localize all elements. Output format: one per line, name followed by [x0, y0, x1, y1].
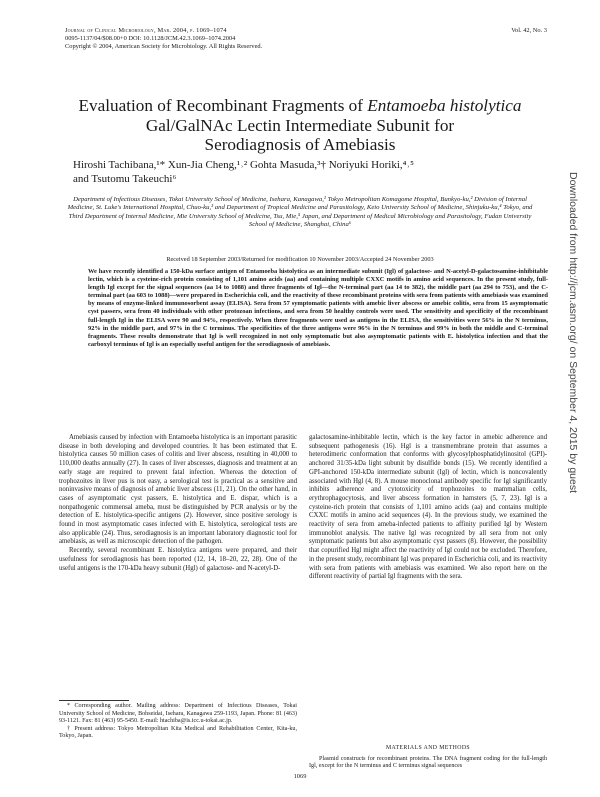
section-heading: MATERIALS AND METHODS	[385, 745, 471, 751]
title-line2: Gal/GalNAc Lectin Intermediate Subunit for	[145, 115, 455, 135]
body-paragraph: galactosamine-inhibitable lectin, which is the key factor in amebic adherence and subsequent pathogenesis (16). Hgl is a transmembrane protein that assumes a heterodimeric conformation that conforms with glycosylphosphatidylinositol (GPI)-anchored 31/35-kDa light subunit by disulfide bonds (15). We recently identified a GPI-anchored 150-kDa intermediate subunit (Igl) of lectin, which is noncovalently associated with Hgl (4, 8). A mouse monoclonal antibody specific for Igl significantly inhibits adherence and cytotoxicity of trophozoites to mammalian cells, erythrophagocytosis, and liver abscess formation in hamsters (5, 7, 23). Igl is a cysteine-rich protein that consists of 1,101 amino acids (aa) and contains multiple CXXC motifs in amino acid sequences (4). In the previous study, we examined the reactivity of sera from ameba-infected patients to affinity purified Igl by Western immunoblot analysis. The native Igl was recognized by all sera from not only symptomatic patients but also asymptomatic cyst passers (8). However, the possibility that copurified Hgl might affect the reactivity of Igl could not be excluded. Therefore, in the present study, recombinant Igl was prepared in Escherichia coli, and its reactivity with sera from patients with amebiasis was examined. We also report here on the different reactivity of partial Igl fragments with the sera.	[309, 434, 547, 581]
methods-text	[309, 756, 547, 771]
abstract: We have recently identified a 150-kDa surface antigen of Entamoeba histolytica as an intermediate subunit (Igl) of galactose- and N-acetyl-D-galactosamine-inhibitable lectin, which is a cysteine-rich protein consisting of 1,101 amino acids (aa) and containing multiple CXXC motifs in amino acid sequences. In the present study, full-length Igl except for the signal sequences (aa 14 to 1088) and three fragments of Igl—the N-terminal part (aa 14 to 382), the middle part (aa 294 to 753), and the C-terminal part (aa 603 to 1088)—were prepared in Escherichia coli, and the reactivity of these recombinant proteins with sera from patients with amebiasis was examined by means of enzyme-linked immunosorbent assay (ELISA). Sera from 57 symptomatic patients with amebic liver abscess or amebic colitis, sera from 15 asymptomatic cyst passers, sera from 40 individuals with other protozoan infections, and sera from 50 healthy controls were used. The sensitivity and specificity of the recombinant full-length Igl in the ELISA were 90 and 94%, respectively. When three fragments were used as antigens in the ELISA, the sensitivities were 56% in the N terminus, 92% in the middle part, and 97% in the C terminus. The specificities of the three antigens were 96% in the N terminus and 99% in both the middle and C-terminal fragments. These results demonstrate that Igl is well recognized in not only symptomatic but also asymptomatic patients with E. histolytica infection and that the carboxyl terminus of Igl is an especially useful antigen for the serodiagnosis of amebiasis.	[88, 268, 548, 348]
authors-line1: Hiroshi Tachibana,¹* Xun-Jia Cheng,¹˒² Gohta Masuda,³† Noriyuki Horiki,⁴˒⁵	[73, 159, 414, 171]
journal-citation: Journal of Clinical Microbiology, Mar. 2004, p. 1069–1074	[65, 27, 227, 34]
article-title	[60, 96, 540, 155]
copyright-line: Copyright © 2004, American Society for Microbiology. All Rights Reserved.	[65, 43, 263, 51]
issn-doi-line: 0095-1137/04/$08.00+0 DOI: 10.1128/JCM.42.3.1069–1074.2004	[65, 35, 236, 43]
title-line1-text: Evaluation of Recombinant Fragments of	[78, 96, 368, 115]
body-column-right	[309, 434, 547, 582]
volume-issue: Vol. 42, No. 3	[511, 27, 547, 34]
received-dates: Received 18 September 2003/Returned for modification 10 November 2003/Accepted 24 November 2003	[166, 256, 434, 263]
body-paragraph: Recently, several recombinant E. histolytica antigens were prepared, and their usefulness for serodiagnosis has been reported (12, 14, 18–20, 22, 28). One of the useful antigens is the 170-kDa heavy subunit (Hgl) of galactose- and N-acetyl-D-	[59, 547, 297, 572]
page-number: 1069	[293, 773, 307, 780]
footnote-divider	[59, 700, 129, 701]
methods-paragraph: Plasmid constructs for recombinant proteins. The DNA fragment coding for the full-length Igl, except for the N terminus and C terminus signal sequences	[309, 756, 547, 770]
title-line3: Serodiagnosis of Amebiasis	[204, 135, 396, 155]
affiliations: Department of Infectious Diseases, Tokai University School of Medicine, Isehara, Kanagawa,¹ Tokyo Metropolitan Komagome Hospital, Bunkyo-ku,² Division of Internal Medicine, St. Luke's International Hospital, Chuo-ku,³ and Department of Tropical Medicine and Parasitology, Keio University School of Medicine, Shinjuku-ku,⁴ Tokyo, and Third Department of Internal Medicine, Mie University School of Medicine, Tsu, Mie,⁵ Japan, and Department of Medical Microbiology and Parasitology, Fudan University School of Medicine, Shanghai, China⁶	[67, 196, 533, 229]
footnote-corresponding: * Corresponding author. Mailing address: Department of Infectious Diseases, Tokai University School of Medicine, Bohseidai, Isehara, Kanagawa 259-1193, Japan. Phone: 81 (463) 93-1121. Fax: 81 (463) 95-5450. E-mail: htachiba@is.icc.u-tokai.ac.jp.	[59, 703, 297, 725]
footnote-present-address: † Present address: Tokyo Metropolitan Kita Medical and Rehabilitation Center, Kita-ku, Tokyo, Japan.	[59, 725, 297, 740]
title-organism-italic: Entamoeba histolytica	[367, 96, 522, 115]
author-list	[73, 158, 533, 186]
body-column-left	[59, 434, 297, 573]
footnotes	[59, 703, 297, 741]
download-watermark: Downloaded from http://jcm.asm.org/ on September 4, 2015 by guest	[567, 172, 579, 494]
authors-line2: and Tsutomu Takeuchi⁶	[73, 173, 177, 185]
body-paragraph: Amebiasis caused by infection with Entamoeba histolytica is an important parasitic disease in both developing and developed countries. It has been estimated that E. histolytica causes 50 million cases of colitis and liver abscess, resulting in 40,000 to 110,000 deaths annually (27). In cases of liver abscesses, diagnosis and treatment at an early stage are required to prevent fatal infection. Whereas the detection of trophozoites in liver pus is not easy, a serological test is practical as a sensitive and noninvasive means of diagnosis of amebic liver abscess (11, 21). On the other hand, in cases of asymptomatic cyst passers, E. histolytica and E. dispar, which is a nonpathogenic commensal ameba, must be distinguished by PCR analysis or by the detection of E. histolytica-specific antigens (2). However, since positive serology is found in most asymptomatic cases infected with E. histolytica, serological tests are also applicable (24). Thus, serodiagnosis is an important laboratory diagnostic tool for amebiasis, as well as microscopic detection of the pathogen.	[59, 434, 297, 546]
journal-header	[65, 27, 425, 52]
